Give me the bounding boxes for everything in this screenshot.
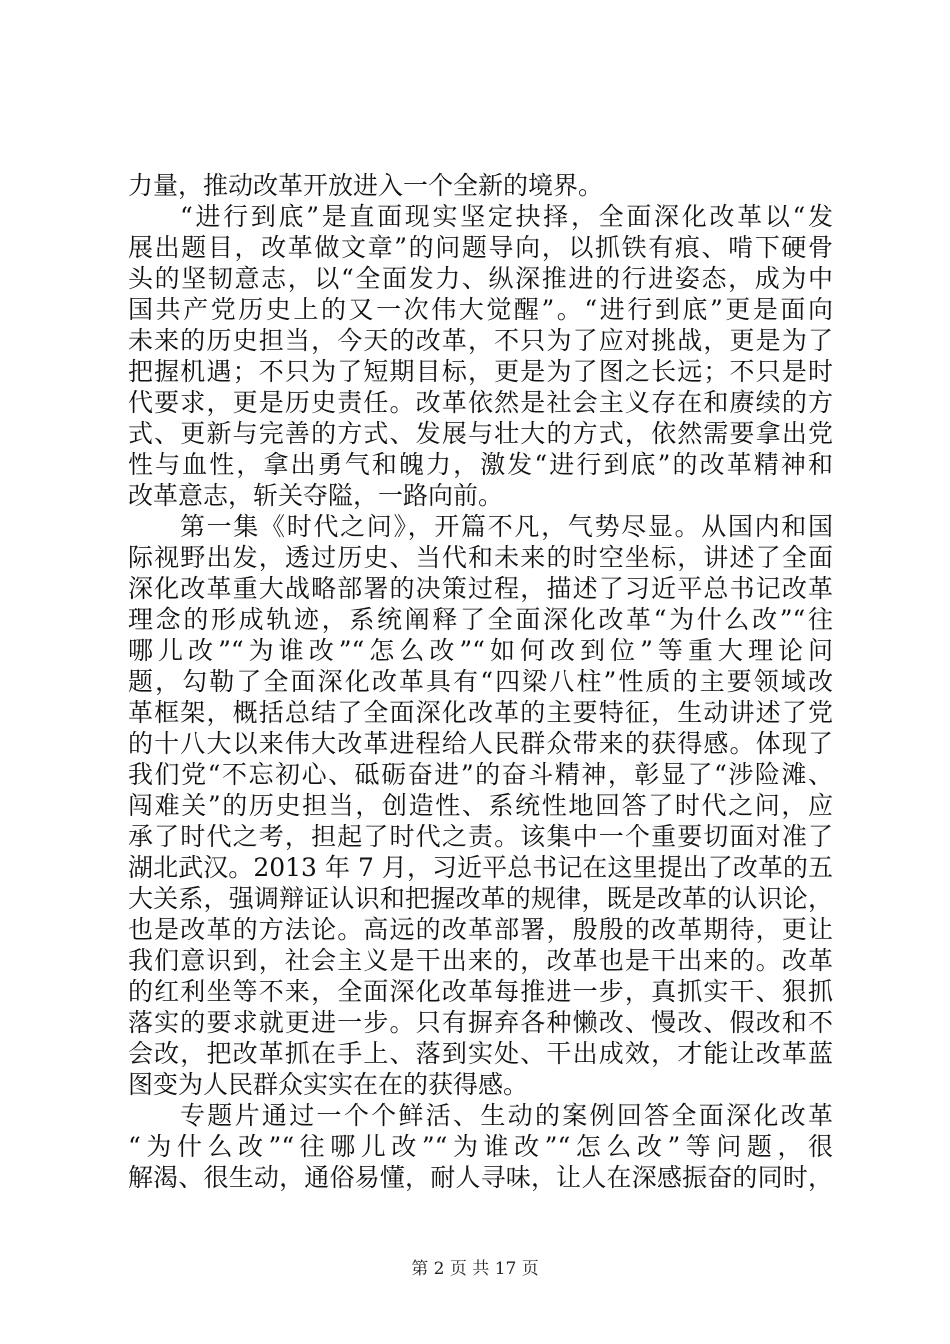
text-line: 我们意识到，社会主义是干出来的，改革也是干出来的。改革: [128, 946, 833, 975]
text-line: 我们党“不忘初心、砥砺奋进”的奋斗精神，彰显了“涉险滩、: [128, 760, 833, 789]
text-line: 承了时代之考，担起了时代之责。该集中一个重要切面对准了: [128, 822, 833, 851]
text-line: 哪儿改”“为谁改”“怎么改”“如何改到位”等重大理论问: [128, 636, 833, 665]
text-line: 革框架，概括总结了全面深化改革的主要特征，生动讲述了党: [128, 698, 833, 727]
text-line: 会改，把改革抓在手上、落到实处、干出成效，才能让改革蓝: [128, 1039, 833, 1068]
text-line: 题，勾勒了全面深化改革具有“四梁八柱”性质的主要领域改: [128, 667, 833, 696]
text-line: 性与血性，拿出勇气和魄力，激发“进行到底”的改革精神和: [128, 450, 833, 479]
text-line: 专题片通过一个个鲜活、生动的案例回答全面深化改革: [180, 1101, 833, 1130]
text-line: 也是改革的方法论。高远的改革部署，殷殷的改革期待，更让: [128, 915, 833, 944]
text-line: 大关系，强调辩证认识和把握改革的规律，既是改革的认识论，: [128, 884, 833, 913]
page-footer: 第 2 页 共 17 页: [411, 1259, 539, 1279]
text-line: “为什么改”“往哪儿改”“为谁改”“怎么改”等问题，很: [128, 1132, 833, 1161]
text-line: 闯难关”的历史担当，创造性、系统性地回答了时代之问，应: [128, 791, 833, 820]
text-line: 解渴、很生动，通俗易懂，耐人寻味，让人在深感振奋的同时，: [128, 1163, 833, 1192]
document-body: [128, 170, 833, 1193]
text-line: 的红利坐等不来，全面深化改革每推进一步，真抓实干、狠抓: [128, 977, 833, 1006]
text-line: 把握机遇；不只为了短期目标，更是为了图之长远；不只是时: [128, 357, 833, 386]
text-line: 图变为人民群众实实在在的获得感。: [128, 1070, 529, 1099]
text-line: 展出题目，改革做文章”的问题导向，以抓铁有痕、啃下硬骨: [128, 233, 833, 262]
text-line: 深化改革重大战略部署的决策过程，描述了习近平总书记改革: [128, 574, 833, 603]
text-line: 式、更新与完善的方式、发展与壮大的方式，依然需要拿出党: [128, 419, 833, 448]
text-line: “进行到底”是直面现实坚定抉择，全面深化改革以“发: [180, 202, 833, 231]
text-line: 改革意志，斩关夺隘，一路向前。: [128, 481, 504, 510]
text-line: 未来的历史担当，今天的改革，不只为了应对挑战，更是为了: [128, 326, 833, 355]
text-line: 头的坚韧意志，以“全面发力、纵深推进的行进姿态，成为中: [128, 264, 833, 293]
text-line: 力量，推动改革开放进入一个全新的境界。: [128, 171, 604, 200]
paragraph: [128, 170, 833, 201]
text-line: 的十八大以来伟大改革进程给人民群众带来的获得感。体现了: [128, 729, 833, 758]
text-line: 湖北武汉。2013 年 7 月，习近平总书记在这里提出了改革的五: [128, 853, 833, 882]
paragraph: [128, 201, 833, 511]
text-line: 代要求，更是历史责任。改革依然是社会主义存在和赓续的方: [128, 388, 833, 417]
text-line: 第一集《时代之问》，开篇不凡，气势尽显。从国内和国: [180, 512, 833, 541]
text-line: 际视野出发，透过历史、当代和未来的时空坐标，讲述了全面: [128, 543, 833, 572]
text-line: 国共产党历史上的又一次伟大觉醒”。“进行到底”更是面向: [128, 295, 833, 324]
text-line: 理念的形成轨迹，系统阐释了全面深化改革“为什么改”“往: [128, 605, 833, 634]
paragraph: [128, 511, 833, 1100]
paragraph: [128, 1100, 833, 1193]
text-line: 落实的要求就更进一步。只有摒弃各种懒改、慢改、假改和不: [128, 1008, 833, 1037]
